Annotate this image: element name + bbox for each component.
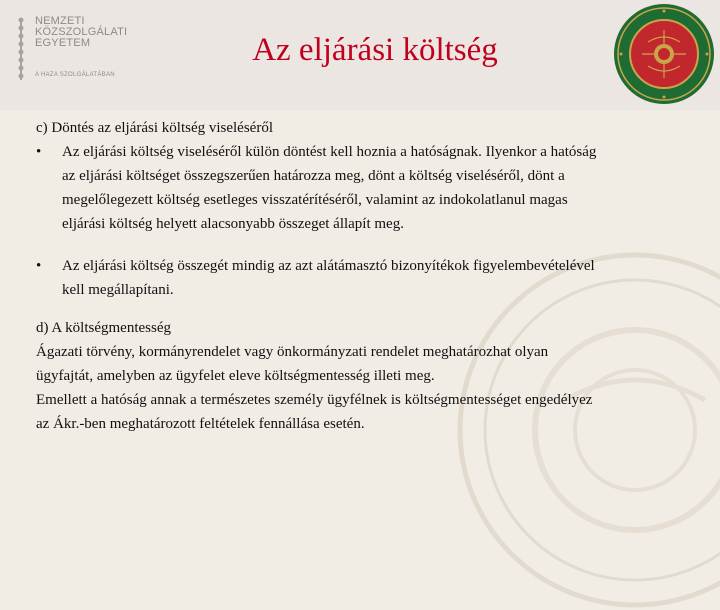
bullet-line: Az eljárási költség viseléséről külön döntést kell hoznia a hatóságnak. Ilyenkor a hatóság <box>62 144 597 160</box>
bullet-line: kell megállapítani. <box>62 282 174 298</box>
bullet-item <box>36 140 716 236</box>
university-seal-icon <box>612 2 716 106</box>
paragraph-line: az Ákr.-ben meghatározott feltételek fennállása esetén. <box>36 416 365 432</box>
bullet-line: eljárási költség helyett alacsonyabb összeget állapít meg. <box>62 216 404 232</box>
university-logo <box>10 14 140 86</box>
bullet-line: Az eljárási költség összegét mindig az azt alátámasztó bizonyítékok figyelembevételével <box>62 258 595 274</box>
bullet-item <box>36 254 716 302</box>
section-d-heading: d) A költségmentesség <box>36 320 171 336</box>
logo-ornament-icon <box>14 16 28 84</box>
section-c-heading: c) Döntés az eljárási költség viseléséről <box>36 120 273 136</box>
bullet-dot: • <box>36 258 42 274</box>
bullet-line: az eljárási költséget összegszerűen határozza meg, dönt a költség viseléséről, dönt a <box>62 168 565 184</box>
bullet-dot: • <box>36 144 42 160</box>
spacer <box>36 302 716 316</box>
bullet-text <box>62 140 716 236</box>
header-band <box>0 0 720 110</box>
bullet-text <box>62 254 716 302</box>
spacer <box>36 236 716 254</box>
paragraph-line: Ágazati törvény, kormányrendelet vagy önkormányzati rendelet meghatározhat olyan <box>36 344 549 360</box>
logo-name: NEMZETI KÖZSZOLGÁLATI EGYETEM <box>35 15 128 49</box>
page-title: Az eljárási költség <box>252 32 498 68</box>
logo-tagline: A HAZA SZOLGÁLATÁBAN <box>35 72 115 78</box>
paragraph-line: Emellett a hatóság annak a természetes személy ügyfélnek is költségmentességet engedélyez <box>36 392 593 408</box>
slide-content <box>36 116 716 436</box>
paragraph-line: ügyfajtát, amelyben az ügyfelet eleve költségmentesség illeti meg. <box>36 368 435 384</box>
bullet-line: megelőlegezett költség esetleges visszatérítéséről, valamint az indokolatlanul magas <box>62 192 568 208</box>
